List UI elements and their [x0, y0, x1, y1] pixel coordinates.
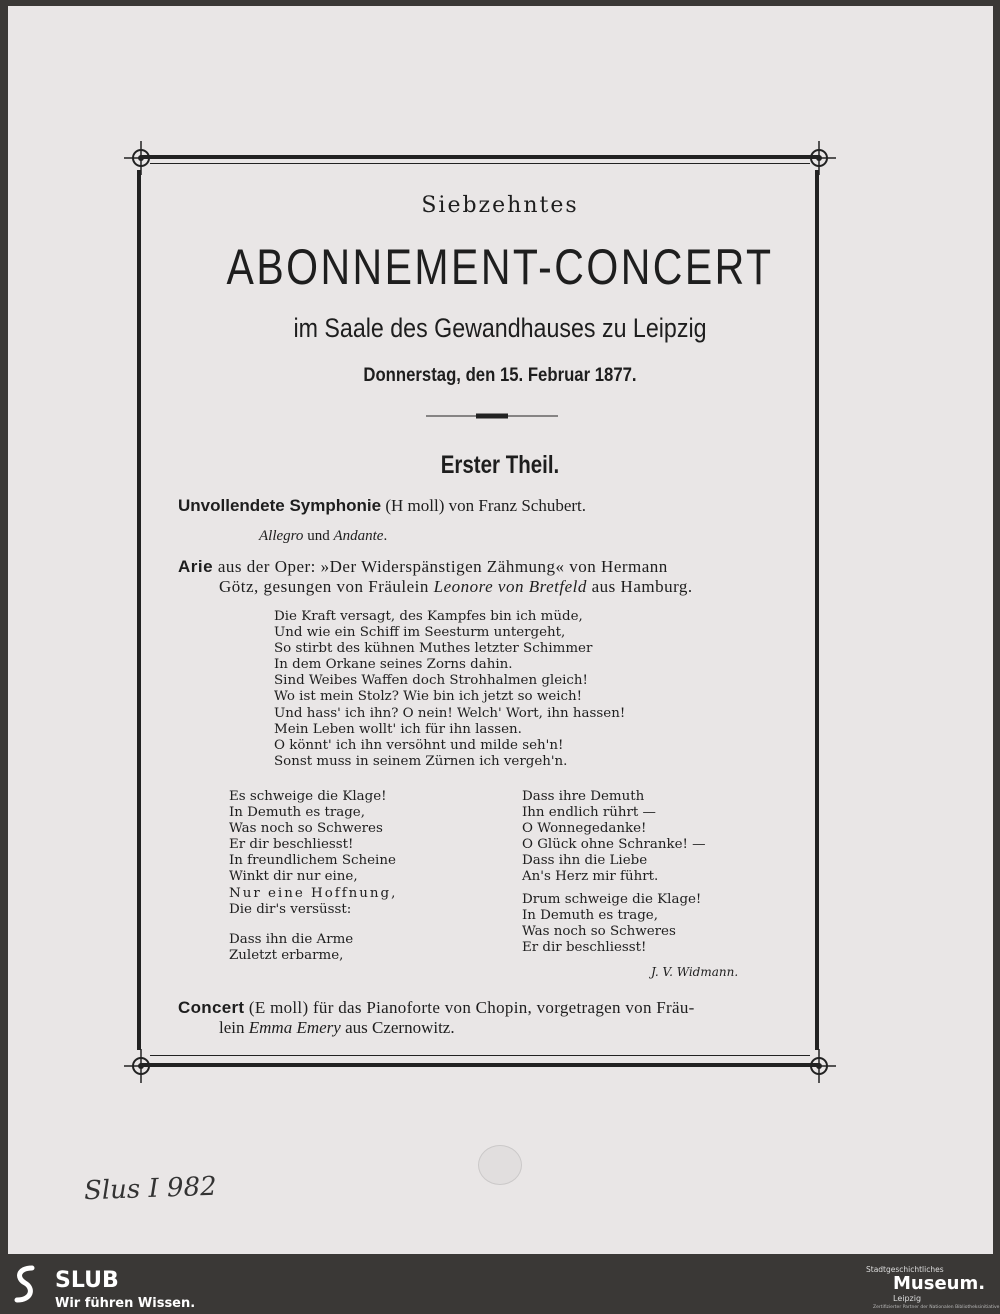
aria-verses	[274, 609, 625, 770]
frame-top	[140, 155, 820, 159]
verse-line: An's Herz mir führt.	[522, 869, 659, 885]
aria-right-column	[522, 789, 706, 956]
tempo-andante: Andante	[333, 528, 384, 544]
verse-line: Die Kraft versagt, des Kampfes bin ich müde,	[274, 609, 583, 624]
corner-ornament-bottom-right	[802, 1049, 836, 1083]
lyricist-credit: J. V. Widmann.	[651, 965, 739, 979]
concerto-label: Concert	[178, 998, 245, 1017]
verse-line: Und wie ein Schiff im Seesturm untergeht,	[274, 625, 566, 641]
verse-line: Zuletzt erbarme,	[229, 947, 344, 963]
verse-line: So stirbt des kühnen Muthes letzter Schimmer	[274, 641, 593, 657]
tempo-and: und	[303, 528, 334, 544]
frame-bottom-inner	[150, 1055, 810, 1056]
aria-singer-name: Leonore von Bretfeld	[433, 577, 587, 596]
aria-label: Arie	[178, 557, 214, 576]
part-heading: Erster Theil.	[440, 451, 560, 479]
concert-title: ABONNEMENT-CONCERT	[226, 239, 774, 295]
verse-line: Und hass' ich ihn? O nein! Welch' Wort, ihn hassen!	[274, 705, 626, 721]
tempo-allegro: Allegro	[259, 528, 304, 544]
program-item-symphony	[178, 496, 586, 516]
symphony-movements	[259, 528, 387, 545]
verse-line: Er dir beschliesst!	[522, 939, 647, 955]
frame-top-inner	[150, 163, 810, 164]
verse-line: Was noch so Schweres	[522, 923, 676, 939]
embossed-stamp	[478, 1145, 522, 1185]
verse-line: Nur eine Hoffnung,	[229, 885, 398, 901]
aria-left-column	[229, 789, 397, 964]
verse-line: Sind Weibes Waffen doch Strohhalmen gleich!	[274, 673, 588, 689]
verse-line: Ihn endlich rührt —	[522, 805, 656, 821]
museum-name: Museum.	[893, 1273, 986, 1294]
aria-line1: aus der Oper: »Der Widerspänstigen Zähmung« von Hermann	[213, 557, 668, 576]
verse-line: In dem Orkane seines Zorns dahin.	[274, 657, 513, 673]
verse-line: O Wonnegedanke!	[522, 821, 647, 837]
verse-line: Sonst muss in seinem Zürnen ich vergeh'n.	[274, 753, 568, 769]
verse-line: Es schweige die Klage!	[229, 789, 387, 804]
verse-line: In freundlichem Scheine	[229, 853, 396, 869]
symphony-title: Unvollendete Symphonie	[178, 496, 382, 515]
verse-line: In Demuth es trage,	[229, 805, 365, 821]
concert-ordinal: Siebzehntes	[421, 193, 579, 218]
verse-line: Dass ihre Demuth	[522, 789, 645, 804]
divider-ornament	[426, 412, 558, 420]
concert-date: Donnerstag, den 15. Februar 1877.	[363, 365, 637, 386]
program-item-concerto	[178, 998, 695, 1018]
corner-ornament-bottom-left	[124, 1049, 158, 1083]
program-item-aria	[178, 557, 668, 577]
library-slogan: Wir führen Wissen.	[55, 1296, 196, 1311]
verse-line: O könnt' ich ihn versöhnt und milde seh'n!	[274, 737, 564, 753]
corner-ornament-top-left	[124, 141, 158, 175]
verse-line: Er dir beschliesst!	[229, 837, 354, 853]
verse-line: Dass ihn die Liebe	[522, 853, 648, 869]
verse-line: Mein Leben wollt' ich für ihn lassen.	[274, 721, 522, 737]
frame-left	[137, 170, 141, 1050]
verse-line: O Glück ohne Schranke! —	[522, 837, 706, 853]
concerto-line1: (E moll) für das Pianoforte von Chopin, vorgetragen von Fräu-	[244, 998, 695, 1017]
aria-line2-a: Götz, gesungen von Fräulein	[219, 577, 434, 596]
frame-right	[815, 170, 819, 1050]
tempo-period: .	[383, 528, 388, 544]
verse-line: Drum schweige die Klage!	[522, 891, 702, 907]
frame-bottom	[140, 1063, 820, 1067]
verse-line: Was noch so Schweres	[229, 821, 383, 837]
concert-venue: im Saale des Gewandhauses zu Leipzig	[293, 313, 707, 343]
museum-city: Leipzig	[893, 1294, 922, 1303]
concerto-line2-b: aus Czernowitz.	[340, 1018, 455, 1037]
concerto-line2-a: lein	[219, 1018, 249, 1037]
corner-ornament-top-right	[802, 141, 836, 175]
stanza-gap	[229, 918, 397, 932]
handwritten-shelfmark: Slus I 982	[83, 1171, 218, 1207]
slub-logo-icon	[12, 1264, 38, 1304]
verse-line: Die dir's versüsst:	[229, 901, 352, 917]
verse-line: Wo ist mein Stolz? Wie bin ich jetzt so weich!	[274, 689, 583, 705]
verse-line: Dass ihn die Arme	[229, 931, 354, 947]
museum-note: Zertifizierter Partner der Nationalen Bibliotheksinitiative	[873, 1305, 1000, 1310]
symphony-details: (H moll) von Franz Schubert.	[381, 496, 586, 515]
aria-line2-b: aus Hamburg.	[586, 577, 693, 596]
verse-line: Winkt dir nur eine,	[229, 869, 358, 885]
verse-line: In Demuth es trage,	[522, 907, 658, 923]
concerto-pianist-name: Emma Emery	[248, 1018, 341, 1037]
concerto-performer	[219, 1018, 455, 1038]
aria-performer	[219, 577, 693, 597]
library-name: SLUB	[55, 1268, 119, 1293]
museum-prefix: Stadtgeschichtliches	[866, 1265, 944, 1274]
